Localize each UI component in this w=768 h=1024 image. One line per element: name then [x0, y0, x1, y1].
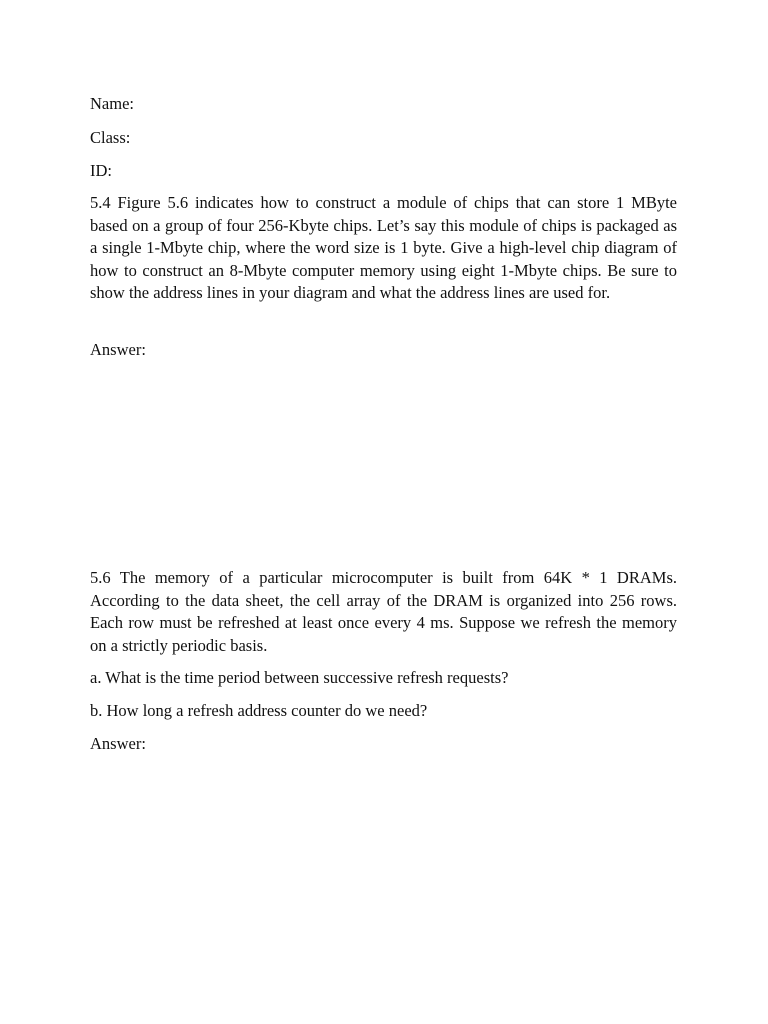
- class-label: Class:: [90, 128, 131, 147]
- question-5-4-text: 5.4 Figure 5.6 indicates how to construct a module of chips that can store 1 MByte based on a group of four 256-Kbyte chips. Let’s say this module of chips is packaged as a single 1-Mbyte chip, where the word size is 1 byte. Give a high-level chip diagram of how to construct an 8-Mbyte computer memory using eight 1-Mbyte chips. Be sure to show the address lines in your diagram and what the address lines are used for.: [90, 193, 677, 302]
- id-label: ID:: [90, 161, 112, 180]
- question-5-6-part-a: a. What is the time period between successive refresh requests?: [90, 668, 509, 687]
- question-5-6-answer-label: Answer:: [90, 734, 146, 753]
- name-label: Name:: [90, 94, 134, 113]
- question-5-6-part-b: b. How long a refresh address counter do we need?: [90, 701, 428, 720]
- question-5-6-text: 5.6 The memory of a particular microcomputer is built from 64K * 1 DRAMs. According to the data sheet, the cell array of the DRAM is organized into 256 rows. Each row must be refreshed at least once every 4 ms. Suppose we refresh the memory on a strictly periodic basis.: [90, 568, 677, 655]
- question-5-4-answer-label: Answer:: [90, 340, 146, 359]
